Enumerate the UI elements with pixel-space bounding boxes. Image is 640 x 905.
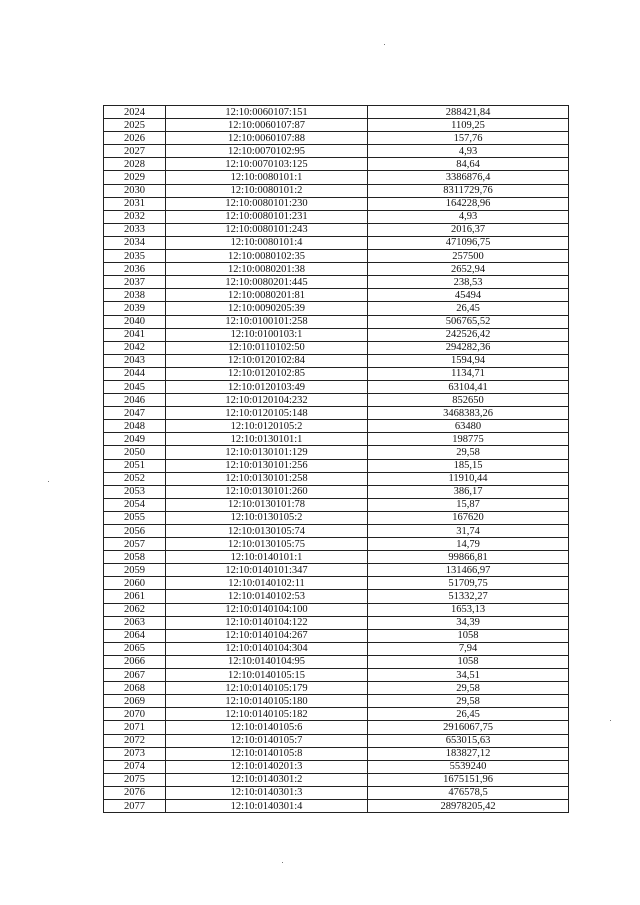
table-row	[104, 472, 569, 485]
data-table	[103, 105, 569, 813]
amount-cell: 7,94	[368, 642, 569, 655]
row-number-cell: 2031	[104, 197, 166, 210]
cadastral-number-cell: 12:10:0080101:243	[166, 223, 368, 236]
row-number-cell: 2041	[104, 328, 166, 341]
cadastral-number-cell: 12:10:0100101:258	[166, 315, 368, 328]
amount-cell: 198775	[368, 433, 569, 446]
cadastral-number-cell: 12:10:0080101:2	[166, 184, 368, 197]
cadastral-number-cell: 12:10:0130105:74	[166, 525, 368, 538]
table-row	[104, 642, 569, 655]
amount-cell: 242526,42	[368, 328, 569, 341]
row-number-cell: 2067	[104, 669, 166, 682]
table-row	[104, 302, 569, 315]
amount-cell: 3468383,26	[368, 407, 569, 420]
row-number-cell: 2052	[104, 472, 166, 485]
cadastral-number-cell: 12:10:0080102:35	[166, 250, 368, 263]
row-number-cell: 2058	[104, 551, 166, 564]
table-row	[104, 590, 569, 603]
cadastral-number-cell: 12:10:0130105:75	[166, 538, 368, 551]
cadastral-number-cell: 12:10:0080101:231	[166, 210, 368, 223]
row-number-cell: 2057	[104, 538, 166, 551]
table-row	[104, 669, 569, 682]
amount-cell: 2652,94	[368, 263, 569, 276]
cadastral-number-cell: 12:10:0120105:2	[166, 420, 368, 433]
amount-cell: 1058	[368, 655, 569, 668]
table-row	[104, 158, 569, 171]
amount-cell: 471096,75	[368, 236, 569, 249]
row-number-cell: 2046	[104, 394, 166, 407]
amount-cell: 476578,5	[368, 786, 569, 799]
row-number-cell: 2054	[104, 498, 166, 511]
table-row	[104, 354, 569, 367]
cadastral-number-cell: 12:10:0060107:151	[166, 106, 368, 119]
row-number-cell: 2059	[104, 564, 166, 577]
cadastral-number-cell: 12:10:0060107:87	[166, 119, 368, 132]
amount-cell: 84,64	[368, 158, 569, 171]
row-number-cell: 2045	[104, 380, 166, 393]
cadastral-number-cell: 12:10:0140104:100	[166, 603, 368, 616]
table-row	[104, 603, 569, 616]
table-row	[104, 577, 569, 590]
cadastral-number-cell: 12:10:0080201:38	[166, 263, 368, 276]
row-number-cell: 2034	[104, 236, 166, 249]
amount-cell: 29,58	[368, 695, 569, 708]
table-row	[104, 433, 569, 446]
row-number-cell: 2037	[104, 276, 166, 289]
row-number-cell: 2075	[104, 773, 166, 786]
row-number-cell: 2066	[104, 655, 166, 668]
table-row	[104, 773, 569, 786]
table-row	[104, 616, 569, 629]
table-row	[104, 197, 569, 210]
row-number-cell: 2069	[104, 695, 166, 708]
table-row	[104, 380, 569, 393]
amount-cell: 2016,37	[368, 223, 569, 236]
row-number-cell: 2051	[104, 459, 166, 472]
table-row	[104, 210, 569, 223]
cadastral-number-cell: 12:10:0120102:84	[166, 354, 368, 367]
row-number-cell: 2030	[104, 184, 166, 197]
row-number-cell: 2044	[104, 367, 166, 380]
row-number-cell: 2025	[104, 119, 166, 132]
row-number-cell: 2043	[104, 354, 166, 367]
cadastral-number-cell: 12:10:0080101:4	[166, 236, 368, 249]
cadastral-number-cell: 12:10:0140105:7	[166, 734, 368, 747]
cadastral-number-cell: 12:10:0130101:260	[166, 485, 368, 498]
row-number-cell: 2060	[104, 577, 166, 590]
cadastral-number-cell: 12:10:0140102:53	[166, 590, 368, 603]
row-number-cell: 2065	[104, 642, 166, 655]
cadastral-number-cell: 12:10:0120105:148	[166, 407, 368, 420]
table-row	[104, 747, 569, 760]
cadastral-number-cell: 12:10:0130101:78	[166, 498, 368, 511]
table-row	[104, 171, 569, 184]
cadastral-number-cell: 12:10:0120104:232	[166, 394, 368, 407]
amount-cell: 28978205,42	[368, 799, 569, 812]
row-number-cell: 2053	[104, 485, 166, 498]
scan-speck	[384, 44, 385, 45]
row-number-cell: 2028	[104, 158, 166, 171]
table-row	[104, 223, 569, 236]
table-row	[104, 119, 569, 132]
row-number-cell: 2040	[104, 315, 166, 328]
table-row	[104, 498, 569, 511]
table-row	[104, 328, 569, 341]
cadastral-number-cell: 12:10:0130105:2	[166, 511, 368, 524]
row-number-cell: 2036	[104, 263, 166, 276]
table-row	[104, 420, 569, 433]
cadastral-number-cell: 12:10:0140101:347	[166, 564, 368, 577]
table-row	[104, 145, 569, 158]
table-row	[104, 263, 569, 276]
cadastral-number-cell: 12:10:0140201:3	[166, 760, 368, 773]
table-row	[104, 132, 569, 145]
amount-cell: 238,53	[368, 276, 569, 289]
amount-cell: 257500	[368, 250, 569, 263]
cadastral-number-cell: 12:10:0140301:2	[166, 773, 368, 786]
cadastral-number-cell: 12:10:0140104:122	[166, 616, 368, 629]
table-row	[104, 538, 569, 551]
table-row	[104, 655, 569, 668]
cadastral-number-cell: 12:10:0140104:304	[166, 642, 368, 655]
amount-cell: 4,93	[368, 145, 569, 158]
row-number-cell: 2055	[104, 511, 166, 524]
cadastral-number-cell: 12:10:0140105:8	[166, 747, 368, 760]
row-number-cell: 2033	[104, 223, 166, 236]
table-row	[104, 276, 569, 289]
amount-cell: 99866,81	[368, 551, 569, 564]
cadastral-number-cell: 12:10:0140105:182	[166, 708, 368, 721]
amount-cell: 1134,71	[368, 367, 569, 380]
amount-cell: 34,51	[368, 669, 569, 682]
amount-cell: 5539240	[368, 760, 569, 773]
scan-speck	[282, 862, 283, 863]
table-row	[104, 236, 569, 249]
table-row	[104, 341, 569, 354]
amount-cell: 34,39	[368, 616, 569, 629]
table-row	[104, 708, 569, 721]
table-row	[104, 184, 569, 197]
scan-speck	[610, 720, 611, 721]
table-row	[104, 407, 569, 420]
row-number-cell: 2074	[104, 760, 166, 773]
table-row	[104, 564, 569, 577]
cadastral-number-cell: 12:10:0080101:230	[166, 197, 368, 210]
table-row	[104, 760, 569, 773]
cadastral-number-cell: 12:10:0140104:95	[166, 655, 368, 668]
cadastral-number-cell: 12:10:0130101:258	[166, 472, 368, 485]
cadastral-number-cell: 12:10:0130101:1	[166, 433, 368, 446]
cadastral-number-cell: 12:10:0080101:1	[166, 171, 368, 184]
row-number-cell: 2072	[104, 734, 166, 747]
amount-cell: 1109,25	[368, 119, 569, 132]
amount-cell: 2916067,75	[368, 721, 569, 734]
row-number-cell: 2061	[104, 590, 166, 603]
table-row	[104, 799, 569, 812]
table-row	[104, 367, 569, 380]
amount-cell: 164228,96	[368, 197, 569, 210]
cadastral-number-cell: 12:10:0110102:50	[166, 341, 368, 354]
amount-cell: 852650	[368, 394, 569, 407]
amount-cell: 1675151,96	[368, 773, 569, 786]
row-number-cell: 2024	[104, 106, 166, 119]
row-number-cell: 2029	[104, 171, 166, 184]
amount-cell: 1653,13	[368, 603, 569, 616]
table-row	[104, 315, 569, 328]
cadastral-number-cell: 12:10:0140105:179	[166, 682, 368, 695]
scan-speck	[48, 481, 49, 482]
amount-cell: 26,45	[368, 302, 569, 315]
cadastral-number-cell: 12:10:0120102:85	[166, 367, 368, 380]
amount-cell: 29,58	[368, 682, 569, 695]
table-row	[104, 734, 569, 747]
table-row	[104, 485, 569, 498]
amount-cell: 653015,63	[368, 734, 569, 747]
amount-cell: 185,15	[368, 459, 569, 472]
amount-cell: 31,74	[368, 525, 569, 538]
amount-cell: 15,87	[368, 498, 569, 511]
row-number-cell: 2048	[104, 420, 166, 433]
row-number-cell: 2077	[104, 799, 166, 812]
amount-cell: 386,17	[368, 485, 569, 498]
row-number-cell: 2038	[104, 289, 166, 302]
cadastral-number-cell: 12:10:0060107:88	[166, 132, 368, 145]
row-number-cell: 2026	[104, 132, 166, 145]
table-row	[104, 289, 569, 302]
cadastral-number-cell: 12:10:0140102:11	[166, 577, 368, 590]
amount-cell: 506765,52	[368, 315, 569, 328]
cadastral-number-cell: 12:10:0080201:445	[166, 276, 368, 289]
row-number-cell: 2063	[104, 616, 166, 629]
table-row	[104, 106, 569, 119]
table-row	[104, 786, 569, 799]
cadastral-number-cell: 12:10:0140105:6	[166, 721, 368, 734]
row-number-cell: 2076	[104, 786, 166, 799]
amount-cell: 157,76	[368, 132, 569, 145]
row-number-cell: 2042	[104, 341, 166, 354]
row-number-cell: 2027	[104, 145, 166, 158]
amount-cell: 4,93	[368, 210, 569, 223]
amount-cell: 183827,12	[368, 747, 569, 760]
cadastral-number-cell: 12:10:0080201:81	[166, 289, 368, 302]
table-row	[104, 525, 569, 538]
cadastral-number-cell: 12:10:0140105:180	[166, 695, 368, 708]
table-row	[104, 695, 569, 708]
table-row	[104, 682, 569, 695]
amount-cell: 26,45	[368, 708, 569, 721]
cadastral-number-cell: 12:10:0140301:3	[166, 786, 368, 799]
amount-cell: 8311729,76	[368, 184, 569, 197]
amount-cell: 1594,94	[368, 354, 569, 367]
row-number-cell: 2062	[104, 603, 166, 616]
amount-cell: 131466,97	[368, 564, 569, 577]
row-number-cell: 2039	[104, 302, 166, 315]
table-row	[104, 446, 569, 459]
row-number-cell: 2064	[104, 629, 166, 642]
table-row	[104, 459, 569, 472]
cadastral-number-cell: 12:10:0090205:39	[166, 302, 368, 315]
table-body	[104, 106, 569, 813]
table-row	[104, 551, 569, 564]
amount-cell: 3386876,4	[368, 171, 569, 184]
amount-cell: 45494	[368, 289, 569, 302]
row-number-cell: 2035	[104, 250, 166, 263]
row-number-cell: 2056	[104, 525, 166, 538]
cadastral-number-cell: 12:10:0130101:256	[166, 459, 368, 472]
amount-cell: 288421,84	[368, 106, 569, 119]
row-number-cell: 2049	[104, 433, 166, 446]
row-number-cell: 2070	[104, 708, 166, 721]
cadastral-number-cell: 12:10:0140301:4	[166, 799, 368, 812]
amount-cell: 167620	[368, 511, 569, 524]
amount-cell: 11910,44	[368, 472, 569, 485]
table-row	[104, 394, 569, 407]
amount-cell: 63104,41	[368, 380, 569, 393]
table-row	[104, 721, 569, 734]
row-number-cell: 2073	[104, 747, 166, 760]
row-number-cell: 2068	[104, 682, 166, 695]
row-number-cell: 2050	[104, 446, 166, 459]
cadastral-number-cell: 12:10:0130101:129	[166, 446, 368, 459]
amount-cell: 294282,36	[368, 341, 569, 354]
cadastral-number-cell: 12:10:0140104:267	[166, 629, 368, 642]
table-row	[104, 250, 569, 263]
amount-cell: 1058	[368, 629, 569, 642]
cadastral-number-cell: 12:10:0120103:49	[166, 380, 368, 393]
cadastral-number-cell: 12:10:0140105:15	[166, 669, 368, 682]
amount-cell: 51332,27	[368, 590, 569, 603]
table-row	[104, 511, 569, 524]
amount-cell: 14,79	[368, 538, 569, 551]
row-number-cell: 2071	[104, 721, 166, 734]
row-number-cell: 2047	[104, 407, 166, 420]
amount-cell: 51709,75	[368, 577, 569, 590]
cadastral-number-cell: 12:10:0140101:1	[166, 551, 368, 564]
amount-cell: 63480	[368, 420, 569, 433]
cadastral-number-cell: 12:10:0100103:1	[166, 328, 368, 341]
cadastral-number-cell: 12:10:0070102:95	[166, 145, 368, 158]
amount-cell: 29,58	[368, 446, 569, 459]
table-row	[104, 629, 569, 642]
row-number-cell: 2032	[104, 210, 166, 223]
cadastral-number-cell: 12:10:0070103:125	[166, 158, 368, 171]
